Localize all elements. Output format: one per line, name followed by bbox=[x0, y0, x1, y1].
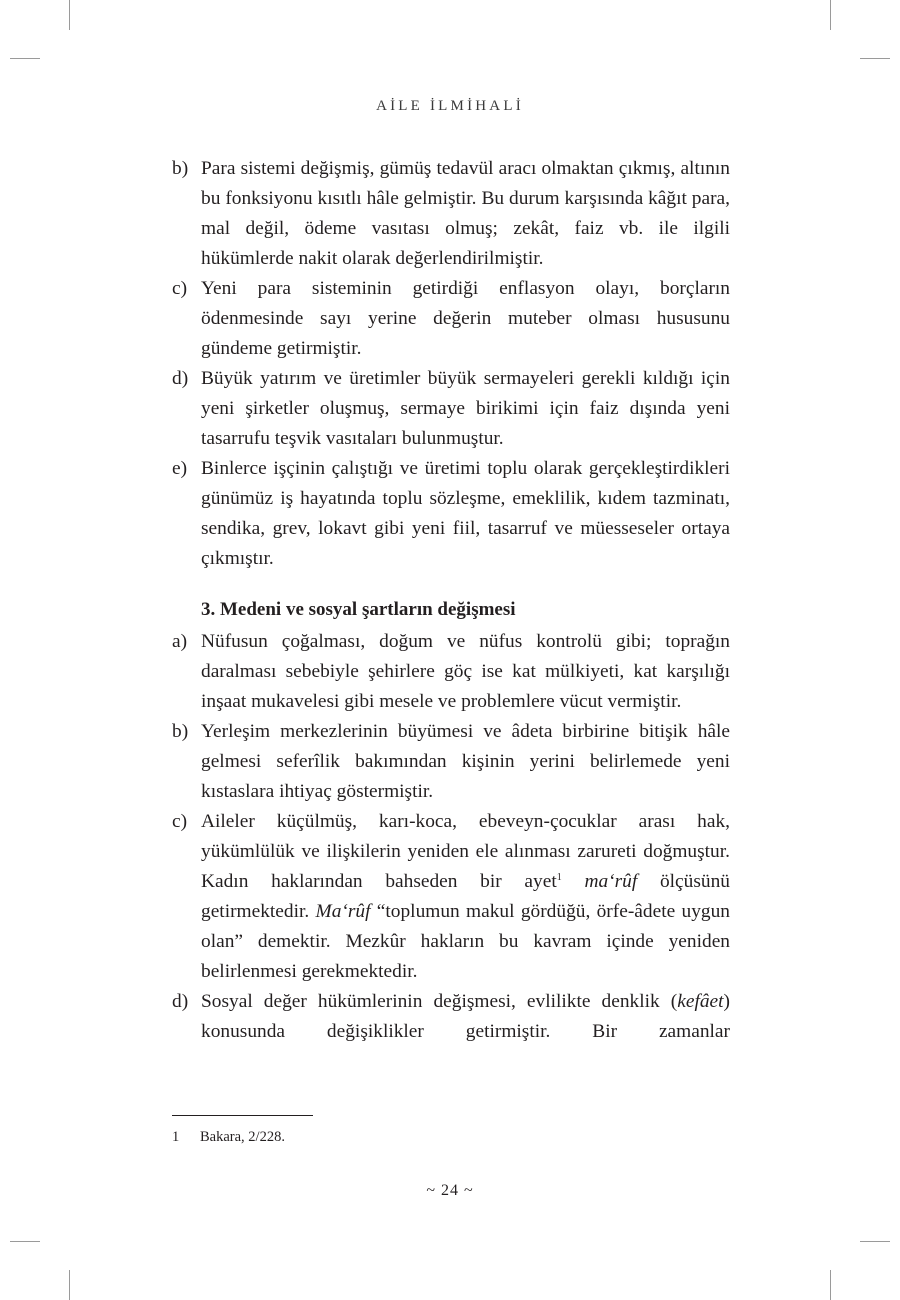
list-item bbox=[172, 627, 730, 717]
page-number: ~ 24 ~ bbox=[426, 1182, 474, 1199]
list-item-text: “toplumun makul gördüğü, örfe-âdete uygun olan” demektir. Mezkûr hakların bu kavram içinde yeniden belirlenmesi gerekmektedir. bbox=[201, 901, 730, 982]
list-item bbox=[172, 274, 730, 364]
footnote-separator bbox=[172, 1115, 313, 1116]
crop-mark bbox=[10, 58, 40, 59]
crop-mark bbox=[69, 1270, 70, 1300]
running-head: AİLE İLMİHALİ bbox=[376, 98, 524, 114]
footnote bbox=[172, 1128, 285, 1146]
list-item-text: Aileler küçülmüş, karı-koca, ebeveyn-çocuklar arası hak, yükümlülük ve ilişkilerin yeniden ele alınması zarureti doğmuştur. Kadın haklarından bahseden bir ayet bbox=[201, 811, 730, 892]
list-item bbox=[172, 154, 730, 274]
italic-term: kefâet bbox=[677, 991, 724, 1012]
list-item-text: Yeni para sisteminin getirdiği enflasyon olayı, borçların ödenmesinde sayı yerine değerin muteber olması hususunu gündeme getirmiştir. bbox=[201, 278, 730, 359]
italic-term: Ma‘rûf bbox=[315, 901, 371, 922]
list-label: c) bbox=[172, 811, 188, 832]
italic-term: ma‘rûf bbox=[584, 871, 638, 892]
list-item-text: Binlerce işçinin çalıştığı ve üretimi toplu olarak gerçekleştirdikleri günümüz iş hayatında toplu sözleşme, emeklilik, kıdem tazminatı, sendika, grev, lokavt gibi yeni fiil, tasarruf ve müesseseler ortaya çıkmıştır. bbox=[201, 458, 730, 569]
crop-mark bbox=[830, 0, 831, 30]
list-item-text: Büyük yatırım ve üretimler büyük sermayeleri gerekli kıldığı için yeni şirketler oluşmuş, sermaye birikimi için faiz dışında yeni tasarrufu teşvik vasıtaları bulunmuştur. bbox=[201, 368, 730, 449]
list-label: d) bbox=[172, 368, 189, 389]
list-item-text: Para sistemi değişmiş, gümüş tedavül aracı olmaktan çıkmış, altının bu fonksiyonu kısıtlı hâle gelmiştir. Bu durum karşısında kâğıt para, mal değil, ödeme vasıtası olmuş; zekât, faiz vb. ile ilgili hükümlerde nakit olarak değerlendirilmiştir. bbox=[201, 158, 730, 269]
list-item bbox=[172, 364, 730, 454]
crop-mark bbox=[10, 1241, 40, 1242]
list-label: b) bbox=[172, 721, 189, 742]
body-text-top bbox=[172, 154, 730, 574]
list-item-text: Sosyal değer hükümlerinin değişmesi, evlilikte denklik ( bbox=[201, 991, 678, 1012]
crop-mark bbox=[860, 1241, 890, 1242]
crop-mark bbox=[69, 0, 70, 30]
footnote-text: Bakara, 2/228. bbox=[200, 1129, 285, 1145]
list-label: e) bbox=[172, 458, 188, 479]
section-heading: 3. Medeni ve sosyal şartların değişmesi bbox=[201, 599, 516, 620]
list-item bbox=[172, 807, 730, 987]
footnote-number: 1 bbox=[172, 1129, 180, 1145]
list-item bbox=[172, 454, 730, 574]
crop-mark bbox=[860, 58, 890, 59]
list-item-text: ölçüsünü getirmektedir. bbox=[201, 871, 730, 922]
list-item-text: Yerleşim merkezlerinin büyümesi ve âdeta birbirine bitişik hâle gelmesi seferîlik bakımından kişinin yerini belirlemede yeni kıstaslara ihtiyaç göstermiştir. bbox=[201, 721, 730, 802]
list-item-text: ) konusunda değişiklikler getirmiştir. Bir zamanlar bbox=[201, 991, 730, 1042]
list-label: d) bbox=[172, 991, 189, 1012]
list-label: c) bbox=[172, 278, 188, 299]
body-text-section3 bbox=[172, 595, 730, 1047]
crop-mark bbox=[830, 1270, 831, 1300]
list-item bbox=[172, 717, 730, 807]
list-item-text: Nüfusun çoğalması, doğum ve nüfus kontrolü gibi; toprağın daralması sebebiyle şehirlere göç ise kat mülkiyeti, kat karşılığı inşaat mukavelesi gibi mesele ve problemlere vücut vermiştir. bbox=[201, 631, 730, 712]
list-label: a) bbox=[172, 631, 188, 652]
list-label: b) bbox=[172, 158, 189, 179]
list-item bbox=[172, 987, 730, 1047]
footnote-reference: 1 bbox=[556, 872, 562, 883]
